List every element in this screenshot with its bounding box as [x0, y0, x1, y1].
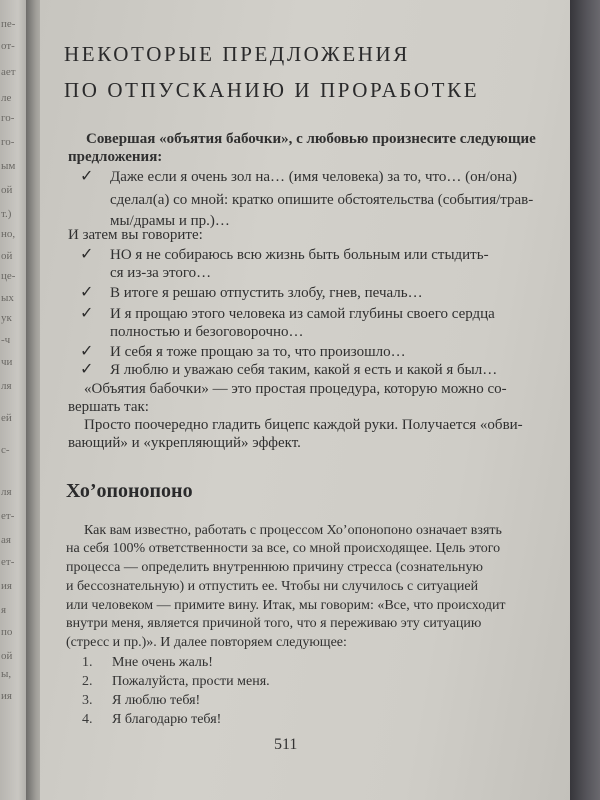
paragraph-line: процесса — определить внутреннюю причину стресса (сознательную	[66, 560, 483, 575]
left-page-fragment: т.)	[1, 208, 12, 220]
paragraph-line: Как вам известно, работать с процессом Хо’опонопоно означает взять	[84, 523, 502, 538]
paragraph-line: или человеком — примите вину. Итак, мы говорим: «Все, что происходит	[66, 598, 506, 613]
paragraph-line: внутри меня, является причиной того, что я переживаю эту ситуацию	[66, 616, 482, 631]
check-item-line: НО я не собираюсь всю жизнь быть больным или стыдить-	[110, 247, 489, 263]
check-item-line: сделал(а) со мной: кратко опишите обстоятельства (события/трав-	[110, 192, 534, 208]
intro-line: Совершая «объятия бабочки», с любовью произнесите следующие	[86, 131, 536, 147]
left-page-fragment: ой	[1, 650, 13, 662]
paragraph-line: «Объятия бабочки» — это простая процедура, которую можно со-	[84, 381, 507, 397]
paragraph-line: вающий» и «укрепляющий» эффект.	[68, 435, 301, 451]
left-page-fragment: от-	[1, 40, 15, 52]
left-page-fragment: го-	[1, 112, 15, 124]
left-page-fragment: но,	[1, 228, 16, 240]
left-page-fragment: ой	[1, 250, 13, 262]
left-page-fragment: ая	[1, 534, 11, 546]
left-page-fragment: с-	[1, 444, 10, 456]
paragraph-line: вершать так:	[68, 399, 149, 415]
book-page	[40, 0, 570, 800]
check-item-line: Даже если я очень зол на… (имя человека) за то, что… (он/она)	[110, 169, 517, 185]
list-number: 1.	[82, 655, 93, 670]
subsection-title: Хо’опонопоно	[66, 480, 193, 502]
left-page-fragment: ет-	[1, 510, 15, 522]
left-page-fragment: го-	[1, 136, 15, 148]
left-page-fragment: -ч	[1, 334, 11, 346]
check-item-line: полностью и безоговорочно…	[110, 324, 304, 340]
paragraph-line: и бессознательную) и отпустить ее. Чтобы ни случилось с ситуацией	[66, 579, 479, 594]
left-page-fragment: ля	[1, 380, 12, 392]
check-icon: ✓	[80, 284, 94, 301]
left-page-fragment: ук	[1, 312, 12, 324]
left-page-fragment: ля	[1, 486, 12, 498]
check-icon: ✓	[80, 246, 94, 263]
left-page-fragment: ия	[1, 690, 12, 702]
left-page-fragment: це-	[1, 270, 16, 282]
left-page-fragment: ым	[1, 160, 16, 172]
check-icon: ✓	[80, 343, 94, 360]
intro-line: предложения:	[68, 149, 163, 165]
left-page-fragment: ия	[1, 580, 12, 592]
list-item: Я благодарю тебя!	[112, 712, 222, 727]
left-page-fragment: пе-	[1, 18, 16, 30]
check-item-line: Я люблю и уважаю себя таким, какой я есть и какой я был…	[110, 362, 498, 378]
list-item: Пожалуйста, прости меня.	[112, 674, 270, 689]
then-say-line: И затем вы говорите:	[68, 227, 203, 243]
check-icon: ✓	[80, 361, 94, 378]
list-item: Мне очень жаль!	[112, 655, 213, 670]
paragraph-line: Просто поочередно гладить бицепс каждой руки. Получается «обви-	[84, 417, 523, 433]
left-page-fragment: чи	[1, 356, 13, 368]
check-item-line: В итоге я решаю отпустить злобу, гнев, печаль…	[110, 285, 423, 301]
list-number: 4.	[82, 712, 93, 727]
check-item-line: И себя я тоже прощаю за то, что произошло…	[110, 344, 406, 360]
paragraph-line: (стресс и пр.)». И далее повторяем следующее:	[66, 635, 347, 650]
list-item: Я люблю тебя!	[112, 693, 201, 708]
list-number: 3.	[82, 693, 93, 708]
check-icon: ✓	[80, 168, 94, 185]
left-page-fragment: ых	[1, 292, 14, 304]
check-item-line: мы/драмы и пр.)…	[110, 213, 230, 229]
left-page-fragment: ле	[1, 92, 12, 104]
page-number: 511	[274, 736, 298, 753]
left-page-fragment: ает	[1, 66, 16, 78]
section-title-line-2: ПО ОТПУСКАНИЮ И ПРОРАБОТКЕ	[64, 78, 480, 102]
left-page-fragment: ы,	[1, 668, 12, 680]
paragraph-line: на себя 100% ответственности за все, со мной происходящее. Цель этого	[66, 541, 501, 556]
left-page-fragment: ей	[1, 412, 12, 424]
background-right	[566, 0, 600, 800]
left-page-fragment: по	[1, 626, 13, 638]
left-page-fragment: я	[1, 604, 7, 616]
list-number: 2.	[82, 674, 93, 689]
section-title-line-1: НЕКОТОРЫЕ ПРЕДЛОЖЕНИЯ	[64, 42, 410, 66]
check-item-line: И я прощаю этого человека из самой глубины своего сердца	[110, 306, 495, 322]
left-page-fragment: ет-	[1, 556, 15, 568]
left-page-fragment: ой	[1, 184, 13, 196]
check-item-line: ся из-за этого…	[110, 265, 212, 281]
check-icon: ✓	[80, 305, 94, 322]
